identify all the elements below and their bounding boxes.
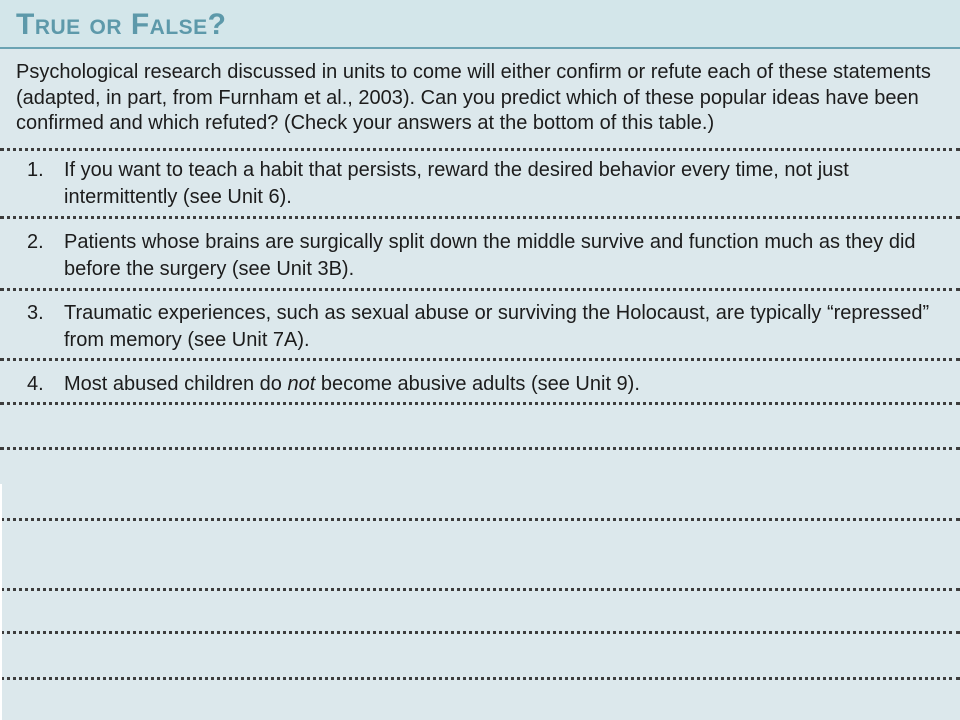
statement-text: Patients whose brains are surgically split down the middle survive and function much as they did before the surgery (see Unit 3B).	[64, 231, 916, 280]
statement-number: 2.	[27, 231, 44, 253]
statement-text-start: Most abused children do	[64, 373, 288, 395]
dotted-divider	[0, 518, 960, 521]
statement-number: 3.	[27, 302, 44, 324]
dotted-divider	[0, 447, 960, 450]
table-title: True or False?	[16, 8, 227, 41]
dotted-divider	[0, 148, 960, 151]
dotted-divider	[0, 216, 960, 219]
page-edge	[0, 484, 2, 720]
statement-text-end: become abusive adults (see Unit 9).	[315, 373, 640, 395]
intro-paragraph: Psychological research discussed in units to come will either confirm or refute each of these statements (adapted, in part, from Furnham et al., 2003). Can you predict which of these popular ideas have been confirmed and which refuted? (Check your answers at the bottom of this table.)	[16, 61, 931, 134]
dotted-divider	[0, 677, 960, 680]
title-bar	[0, 0, 960, 49]
statement-number: 1.	[27, 159, 44, 181]
statement-text	[64, 371, 949, 398]
statement-text-emphasis: not	[287, 373, 316, 395]
dotted-divider	[0, 588, 960, 591]
statement-text: If you want to teach a habit that persists, reward the desired behavior every time, not just intermittently (see Unit 6).	[64, 159, 849, 208]
dotted-divider	[0, 288, 960, 291]
dotted-divider	[0, 358, 960, 361]
statement-number: 4.	[27, 373, 44, 395]
statement-text: Traumatic experiences, such as sexual abuse or surviving the Holocaust, are typically “repressed” from memory (see Unit 7A).	[64, 302, 930, 351]
dotted-divider	[0, 631, 960, 634]
dotted-divider	[0, 402, 960, 405]
